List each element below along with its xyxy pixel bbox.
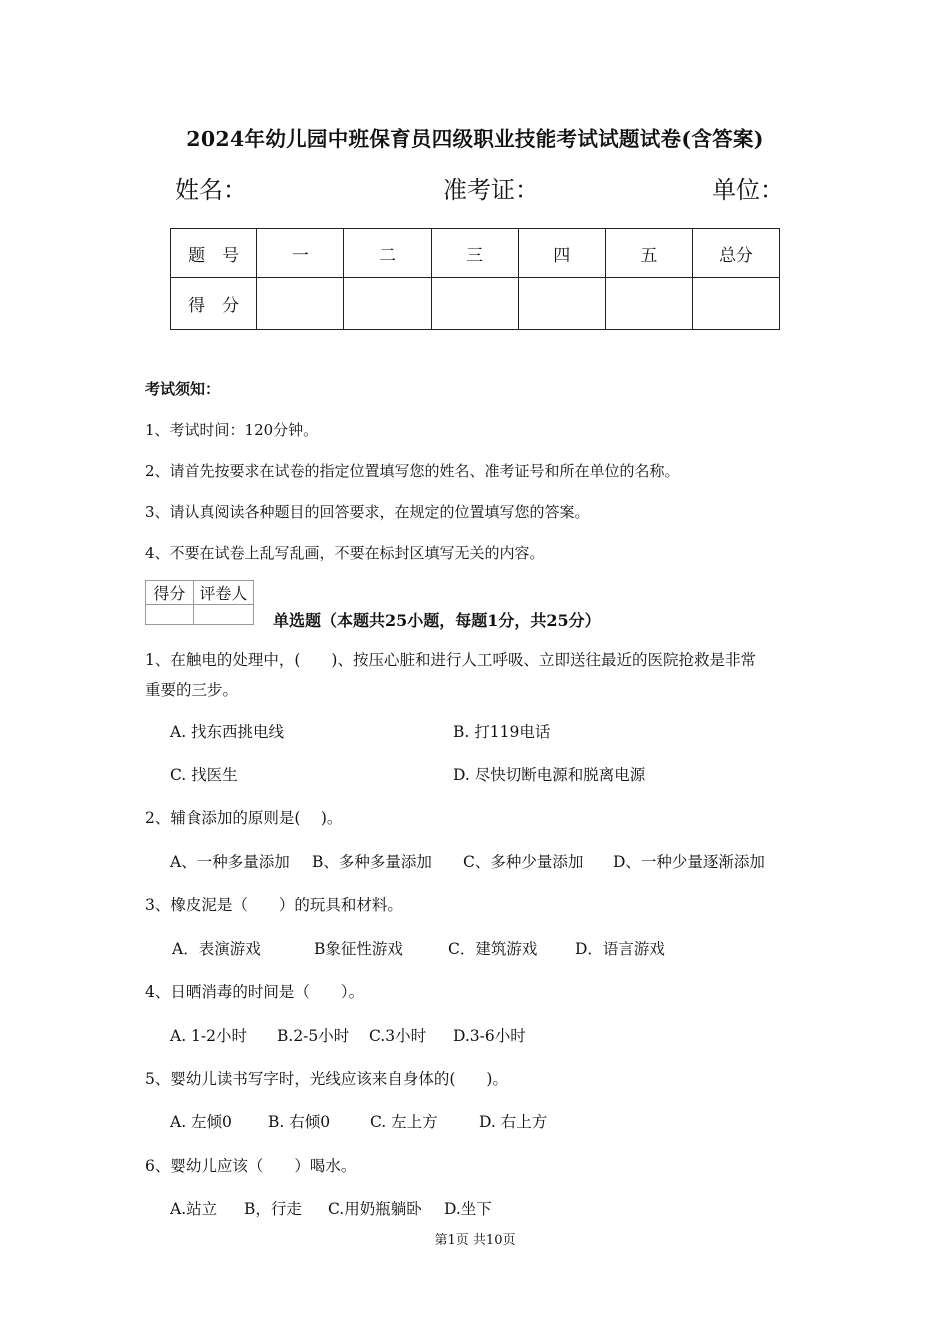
question-4-option-c[interactable]: C.3小时: [369, 1027, 427, 1045]
question-3-option-a[interactable]: A．表演游戏: [172, 940, 261, 958]
score-cell-total[interactable]: [692, 278, 779, 330]
score-table-header-3: 三: [431, 229, 518, 278]
question-5-stem: 5、婴幼儿读书写字时，光线应该来自身体的( )。: [145, 1070, 508, 1088]
question-4-stem: 4、日晒消毒的时间是（ ）。: [145, 983, 365, 1001]
question-6-option-b[interactable]: B，行走: [244, 1200, 302, 1218]
score-cell-1[interactable]: [257, 278, 344, 330]
unit-field-label: 单位：: [712, 176, 784, 204]
notice-heading: 考试须知：: [145, 380, 221, 398]
score-table-header-row: [171, 229, 780, 278]
score-cell-3[interactable]: [431, 278, 518, 330]
question-2-option-d[interactable]: D、一种少量逐渐添加: [613, 853, 765, 871]
question-3-option-d[interactable]: D．语言游戏: [575, 940, 665, 958]
question-5-option-c[interactable]: C. 左上方: [370, 1113, 438, 1131]
question-3-option-b[interactable]: B象征性游戏: [314, 940, 403, 958]
question-4-option-a[interactable]: A. 1-2小时: [170, 1027, 248, 1045]
question-6-option-a[interactable]: A.站立: [170, 1200, 218, 1218]
question-6-option-c[interactable]: C.用奶瓶躺卧: [328, 1200, 422, 1218]
score-table-header-total: 总分: [692, 229, 779, 278]
grader-box: [145, 580, 254, 625]
question-5-option-d[interactable]: D. 右上方: [479, 1113, 548, 1131]
score-table-header-label: 题 号: [171, 229, 257, 278]
question-5-option-a[interactable]: A. 左倾0: [170, 1113, 232, 1131]
page-footer: 第1页 共10页: [434, 1233, 516, 1248]
question-1-option-d[interactable]: D. 尽快切断电源和脱离电源: [453, 766, 646, 784]
question-6-stem: 6、婴幼儿应该（ ）喝水。: [145, 1157, 357, 1175]
section-title: 单选题（本题共25小题，每题1分，共25分）: [273, 611, 601, 630]
exam-id-field-label: 准考证：: [443, 176, 539, 204]
grader-box-grader-label: 评卷人: [193, 581, 253, 605]
question-5-option-b[interactable]: B. 右倾0: [268, 1113, 331, 1131]
question-4-option-d[interactable]: D.3-6小时: [453, 1027, 526, 1045]
question-1-option-c[interactable]: C. 找医生: [170, 766, 238, 784]
question-6-option-d[interactable]: D.坐下: [444, 1200, 492, 1218]
score-cell-4[interactable]: [518, 278, 605, 330]
score-cell-2[interactable]: [344, 278, 431, 330]
score-table-score-label: 得 分: [171, 278, 257, 330]
question-3-option-c[interactable]: C．建筑游戏: [448, 940, 538, 958]
question-4-option-b[interactable]: B.2-5小时: [277, 1027, 350, 1045]
grader-box-score-cell[interactable]: [146, 605, 194, 625]
question-2-option-b[interactable]: B、多种多量添加: [312, 853, 432, 871]
grader-box-score-label: 得分: [146, 581, 194, 605]
page-title: 2024年幼儿园中班保育员四级职业技能考试试题试卷(含答案): [186, 127, 764, 151]
question-1-option-a[interactable]: A. 找东西挑电线: [170, 723, 285, 741]
question-2-stem: 2、辅食添加的原则是( )。: [145, 809, 343, 827]
score-table-score-row: [171, 278, 780, 330]
score-table-header-5: 五: [605, 229, 692, 278]
question-2-option-c[interactable]: C、多种少量添加: [463, 853, 584, 871]
score-table-header-2: 二: [344, 229, 431, 278]
notice-item-2: 2、请首先按要求在试卷的指定位置填写您的姓名、准考证号和所在单位的名称。: [145, 462, 680, 480]
question-1-stem-line1: 1、在触电的处理中，( )、按压心脏和进行人工呼吸、立即送往最近的医院抢救是非常: [145, 651, 756, 669]
question-2-option-a[interactable]: A、一种多量添加: [170, 853, 290, 871]
score-cell-5[interactable]: [605, 278, 692, 330]
question-3-stem: 3、橡皮泥是（ ）的玩具和材料。: [145, 896, 403, 914]
question-1-stem-line2: 重要的三步。: [145, 681, 239, 699]
notice-item-1: 1、考试时间：120分钟。: [145, 421, 319, 439]
name-field-label: 姓名：: [175, 176, 247, 204]
notice-item-3: 3、请认真阅读各种题目的回答要求，在规定的位置填写您的答案。: [145, 503, 590, 521]
score-table-header-4: 四: [518, 229, 605, 278]
score-table: [170, 228, 780, 330]
notice-item-4: 4、不要在试卷上乱写乱画，不要在标封区填写无关的内容。: [145, 544, 545, 562]
question-1-option-b[interactable]: B. 打119电话: [453, 723, 551, 741]
score-table-header-1: 一: [257, 229, 344, 278]
grader-box-grader-cell[interactable]: [193, 605, 253, 625]
